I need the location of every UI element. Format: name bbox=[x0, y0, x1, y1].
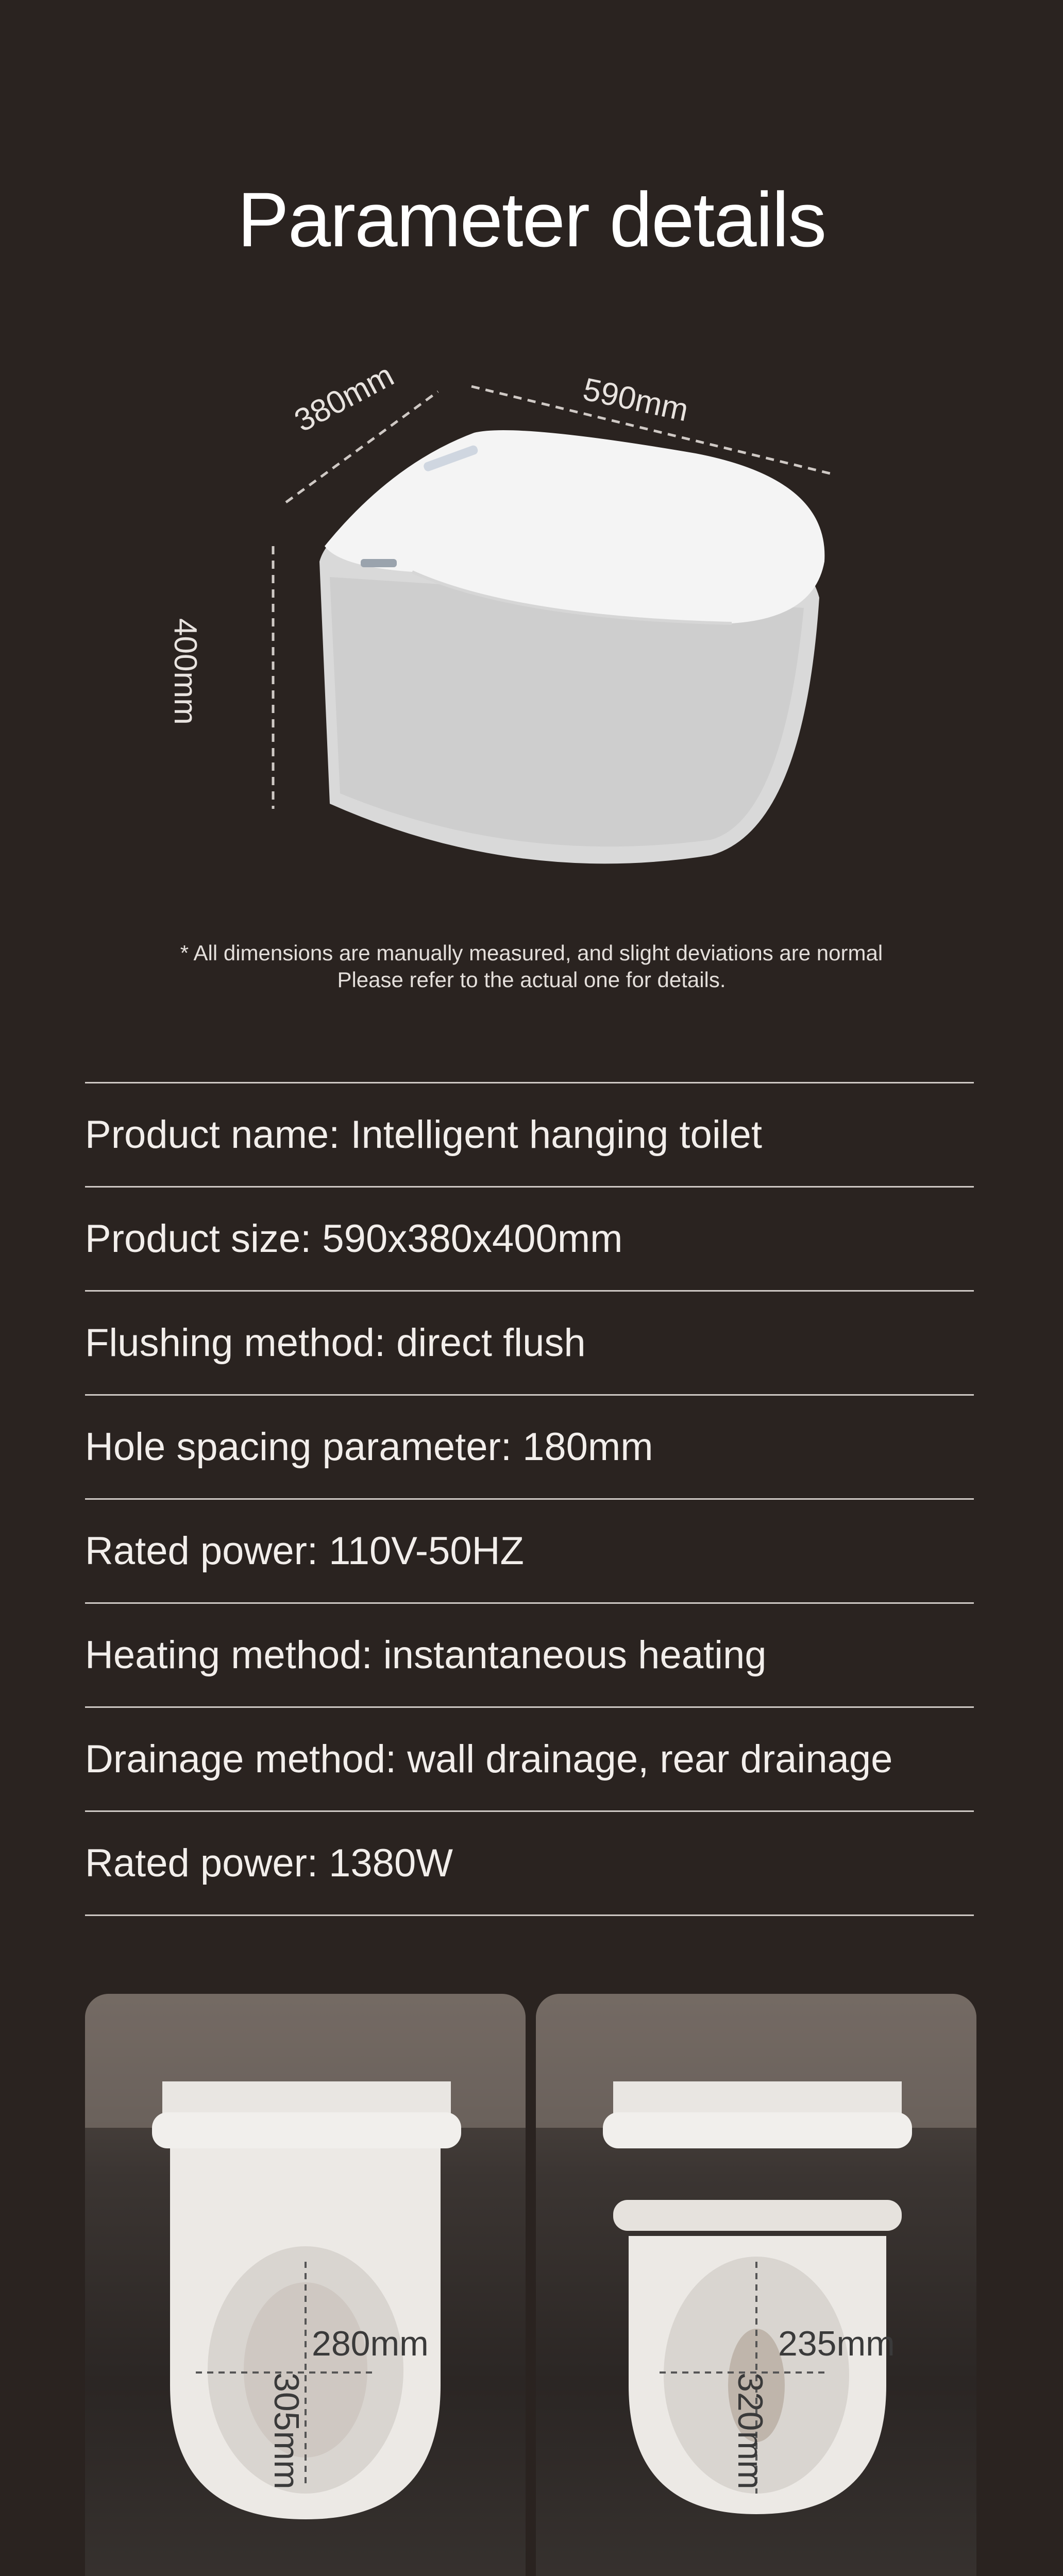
spec-row bbox=[85, 1292, 974, 1396]
spec-row bbox=[85, 1812, 974, 1916]
height-dimension-label: 400mm bbox=[167, 618, 203, 725]
spec-flushing-method: Flushing method: direct flush bbox=[85, 1321, 586, 1365]
spec-row bbox=[85, 1500, 974, 1604]
spec-product-name: Product name: Intelligent hanging toilet bbox=[85, 1113, 762, 1157]
spec-row bbox=[85, 1188, 974, 1292]
measurement-note-2: Please refer to the actual one for details. bbox=[337, 968, 726, 992]
spec-row bbox=[85, 1083, 974, 1188]
spec-rated-voltage: Rated power: 110V-50HZ bbox=[85, 1529, 524, 1573]
spec-list bbox=[85, 1082, 974, 1916]
width-dimension-label: 380mm bbox=[289, 357, 400, 439]
spec-drainage-method: Drainage method: wall drainage, rear drainage bbox=[85, 1737, 893, 1781]
ceramic-bowl-card bbox=[536, 1994, 976, 2576]
toilet-product-illustration bbox=[0, 350, 1063, 896]
measurement-note: * All dimensions are manually measured, and slight deviations are normal bbox=[180, 941, 883, 965]
spec-hole-spacing: Hole spacing parameter: 180mm bbox=[85, 1425, 653, 1469]
spec-row bbox=[85, 1396, 974, 1500]
page-title: Parameter details bbox=[237, 176, 826, 263]
seat-width-measure: 280mm bbox=[312, 2324, 429, 2363]
length-dimension-label: 590mm bbox=[580, 371, 692, 429]
spec-rated-power: Rated power: 1380W bbox=[85, 1841, 453, 1885]
ceramic-width-measure: 235mm bbox=[778, 2324, 895, 2363]
seat-length-measure: 305mm bbox=[267, 2372, 306, 2489]
seat-ring-card bbox=[85, 1994, 526, 2576]
spec-heating-method: Heating method: instantaneous heating bbox=[85, 1633, 767, 1677]
ceramic-length-measure: 320mm bbox=[731, 2372, 770, 2489]
spec-row bbox=[85, 1708, 974, 1812]
spec-product-size: Product size: 590x380x400mm bbox=[85, 1217, 623, 1261]
spec-row bbox=[85, 1604, 974, 1708]
